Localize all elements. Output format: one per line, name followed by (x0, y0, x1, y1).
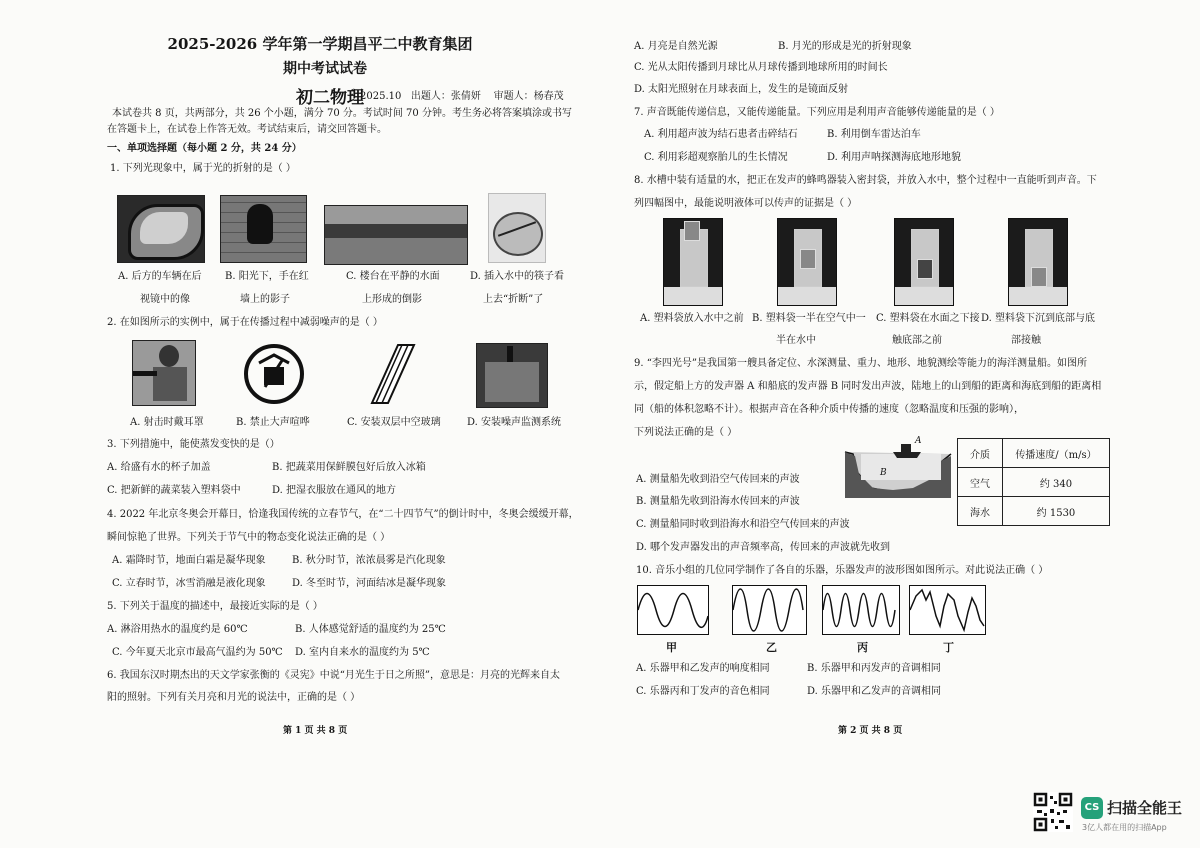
wave-label-bing: 丙 (857, 641, 868, 654)
q8-option-b-cont: 半在水中 (776, 335, 816, 346)
q5-option-b: B. 人体感觉舒适的温度约为 25℃ (295, 624, 446, 635)
q3-option-c: C. 把新鲜的蔬菜装入塑料袋中 (107, 485, 241, 496)
q4-option-c: C. 立春时节，冰雪消融是液化现象 (112, 578, 266, 589)
q2-option-c: C. 安装双层中空玻璃 (347, 417, 441, 428)
chopsticks-in-water-photo (488, 193, 546, 263)
beaker-photo-a (663, 218, 723, 306)
sound-emitter-b-label: B (880, 468, 887, 478)
question-9: 9. “李四光号”是我国第一艘具备定位、水深测量、重力、地形、地貌测绘等能力的海洋测量船。如图所 (634, 358, 1087, 369)
double-glazed-glass-icon (368, 343, 418, 405)
q2-option-a: A. 射击时戴耳罩 (130, 417, 204, 428)
wave-label-yi: 乙 (766, 641, 777, 654)
q8-option-b: B. 塑料袋一半在空气中一 (752, 313, 866, 324)
question-9-cont: 下列说法正确的是（ ） (634, 427, 738, 438)
q6-option-d: D. 太阳光照射在月球表面上，发生的是镜面反射 (634, 84, 849, 95)
sound-emitter-a-label: A (915, 436, 922, 446)
q4-option-b: B. 秋分时节，浓浓晨雾是汽化现象 (292, 555, 446, 566)
q1-option-b-cont: 墙上的影子 (240, 294, 290, 305)
table-header: 介质 (958, 439, 1003, 468)
question-6-cont: 阳的照射。下列有关月亮和月光的说法中，正确的是（ ） (107, 692, 361, 703)
q10-option-c: C. 乐器丙和丁发声的音色相同 (636, 686, 770, 697)
q10-option-d: D. 乐器甲和乙发声的音调相同 (807, 686, 942, 697)
exam-page-2 (600, 0, 1200, 848)
q6-option-b: B. 月光的形成是光的折射现象 (778, 41, 912, 52)
q10-option-a: A. 乐器甲和乙发声的响度相同 (636, 663, 770, 674)
q1-option-b: B. 阳光下，手在红 (225, 271, 309, 282)
exam-reviewer: 审题人：杨春茂 (493, 91, 564, 102)
question-9-cont: 同（船的体积忽略不计）。根据声音在各种介质中传播的速度（忽略温度和压强的影响）， (634, 404, 1024, 415)
question-8-cont: 列四幅图中，最能说明液体可以传声的证据是（ ） (634, 198, 858, 209)
camscanner-tagline: 3亿人都在用的扫描App (1082, 823, 1167, 832)
q9-option-d: D. 哪个发声器发出的声音频率高，传回来的声波就先收到 (636, 542, 891, 553)
q8-option-c-cont: 触底部之前 (892, 335, 942, 346)
noise-monitor-photo (476, 343, 548, 408)
q1-option-c-cont: 上形成的倒影 (362, 294, 422, 305)
qr-code-icon (1033, 792, 1073, 832)
hand-shadow-photo (220, 195, 307, 263)
q6-option-a: A. 月亮是自然光源 (634, 41, 718, 52)
q3-option-b: B. 把蔬菜用保鲜膜包好后放入冰箱 (272, 462, 426, 473)
section-heading: 一、单项选择题（每小题 2 分，共 24 分） (107, 143, 302, 154)
q8-option-c: C. 塑料袋在水面之下接 (876, 313, 980, 324)
q8-option-d: D. 塑料袋下沉到底部与底 (981, 313, 1096, 324)
earmuff-shooter-photo (132, 340, 196, 406)
q2-option-d: D. 安装噪声监测系统 (467, 417, 562, 428)
question-2: 2. 在如图所示的实例中，属于在传播过程中减弱噪声的是（ ） (107, 317, 383, 328)
q3-option-d: D. 把湿衣服放在通风的地方 (272, 485, 397, 496)
q8-option-a: A. 塑料袋放入水中之前 (640, 313, 744, 324)
table-row: 海水 约 1530 (958, 497, 1110, 526)
question-9-cont: 示，假定船上方的发声器 A 和船底的发声器 B 同时发出声波，陆地上的山到船的距离和海底到船的距离相 (634, 381, 1102, 392)
q1-option-d: D. 插入水中的筷子看 (470, 271, 565, 282)
question-3: 3. 下列措施中，能使蒸发变快的是（） (107, 439, 280, 450)
q7-option-d: D. 利用声呐探测海底地形地貌 (827, 152, 962, 163)
q7-option-b: B. 利用倒车雷达泊车 (827, 129, 921, 140)
camscanner-logo: CS (1081, 797, 1103, 819)
waveform-bing (822, 585, 900, 635)
beaker-photo-b (777, 218, 837, 306)
waveform-ding (909, 585, 986, 635)
subject-title: 初二物理 (296, 88, 364, 108)
page-footer: 第 1 页 共 8 页 (283, 726, 348, 736)
survey-ship-diagram (843, 432, 953, 498)
table-row: 空气 约 340 (958, 468, 1110, 497)
beaker-photo-d (1008, 218, 1068, 306)
wave-label-ding: 丁 (943, 641, 954, 654)
q3-option-a: A. 给盛有水的杯子加盖 (107, 462, 211, 473)
question-5: 5. 下列关于温度的描述中，最接近实际的是（ ） (107, 601, 323, 612)
exam-author: 出题人：张倩妍 (410, 91, 481, 102)
waveform-jia (637, 585, 709, 635)
q6-option-c: C. 光从太阳传播到月球比从月球传播到地球所用的时间长 (634, 62, 888, 73)
beaker-photo-c (894, 218, 954, 306)
q1-option-c: C. 楼台在平静的水面 (346, 271, 440, 282)
exam-subtitle: 期中考试试卷 (283, 61, 367, 77)
question-4-cont: 瞬间惊艳了世界。下列关于节气中的物态变化说法正确的是（ ） (107, 532, 391, 543)
q10-option-b: B. 乐器甲和丙发声的音调相同 (807, 663, 941, 674)
q1-option-d-cont: 上去“折断”了 (483, 294, 544, 305)
table-header: 传播速度/（m/s） (1003, 439, 1110, 468)
q7-option-a: A. 利用超声波为结石患者击碎结石 (644, 129, 798, 140)
exam-title: 2025-2026 学年第一学期昌平二中教育集团 (167, 35, 473, 53)
question-10: 10. 音乐小组的几位同学制作了各自的乐器，乐器发声的波形图如图所示。对此说法正确（ ） (636, 565, 1049, 576)
q4-option-d: D. 冬至时节，河面结冰是凝华现象 (292, 578, 447, 589)
question-6: 6. 我国东汉时期杰出的天文学家张衡的《灵宪》中说“月光生于日之所照”，意思是：月亮的光辉来自太 (107, 670, 560, 681)
exam-date: 2025.10 (360, 91, 402, 102)
question-7: 7. 声音既能传递信息，又能传递能量。下列应用是利用声音能够传递能量的是（ ） (634, 107, 1000, 118)
q1-option-a: A. 后方的车辆在后 (118, 271, 202, 282)
q5-option-a: A. 淋浴用热水的温度约是 60℃ (107, 624, 248, 635)
waveform-yi (732, 585, 807, 635)
car-mirror-photo (117, 195, 205, 263)
exam-meta (360, 87, 564, 102)
q9-option-a: A. 测量船先收到沿空气传回来的声波 (636, 474, 800, 485)
notice-line: 本试卷共 8 页，共两部分，共 26 个小题，满分 70 分。考试时间 70 分钟。考生务必将答案填涂或书写 (112, 108, 572, 119)
question-4: 4. 2022 年北京冬奥会开幕日，恰逢我国传统的立春节气，在“二十四节气”的倒计时中，冬奥会缓缓开幕， (107, 509, 579, 520)
q5-option-d: D. 室内自来水的温度约为 5℃ (295, 647, 430, 658)
page-footer: 第 2 页 共 8 页 (838, 726, 903, 736)
q1-option-a-cont: 视镜中的像 (140, 294, 190, 305)
notice-line: 在答题卡上，在试卷上作答无效。考试结束后，请交回答题卡。 (107, 124, 387, 135)
sound-speed-table (957, 438, 1110, 526)
q2-option-b: B. 禁止大声喧哗 (236, 417, 310, 428)
q7-option-c: C. 利用彩超观察胎儿的生长情况 (644, 152, 788, 163)
q9-option-b: B. 测量船先收到沿海水传回来的声波 (636, 496, 800, 507)
camscanner-name: 扫描全能王 (1107, 799, 1183, 817)
q5-option-c: C. 今年夏天北京市最高气温约为 50℃ (112, 647, 283, 658)
wave-label-jia: 甲 (666, 641, 677, 654)
q4-option-a: A. 霜降时节，地面白霜是凝华现象 (112, 555, 266, 566)
no-loud-noise-sign-icon (243, 343, 305, 405)
question-1: 1. 下列光现象中，属于光的折射的是（ ） (110, 163, 296, 174)
q9-option-c: C. 测量船同时收到沿海水和沿空气传回来的声波 (636, 519, 850, 530)
q8-option-d-cont: 部接触 (1011, 335, 1041, 346)
water-reflection-photo (324, 205, 468, 265)
question-8: 8. 水槽中装有适量的水，把正在发声的蜂鸣器装入密封袋，并放入水中，整个过程中一直能听到声音。下 (634, 175, 1097, 186)
